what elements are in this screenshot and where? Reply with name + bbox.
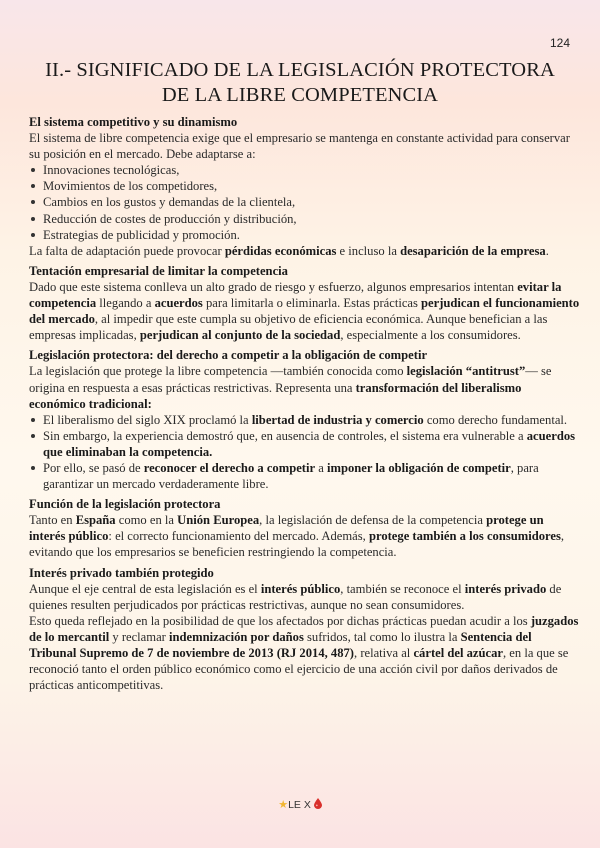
list-item: El liberalismo del siglo XIX proclamó la libertad de industria y comercio como derecho fundamental.: [29, 412, 581, 428]
paragraph: Tanto en España como en la Unión Europea, la legislación de defensa de la competencia protege un interés público: el correcto funcionamiento del mercado. Además, protege también a los consumidores, evitando que los empresarios se beneficien restringiendo la competencia.: [29, 513, 565, 560]
section-competitive-system: [29, 114, 581, 259]
star-icon: ★: [278, 799, 289, 811]
list-item: Movimientos de los competidores,: [29, 178, 581, 194]
list-item: Estrategias de publicidad y promoción.: [29, 227, 581, 243]
list-item: Por ello, se pasó de reconocer el derecho a competir a imponer la obligación de competir, para garantizar un mercado verdaderamente libre.: [29, 460, 581, 492]
section-heading: Interés privado también protegido: [29, 565, 214, 580]
section-business-temptation: [29, 263, 581, 343]
bullet-list: [29, 162, 581, 242]
blood-drop-icon: [314, 798, 322, 812]
paragraph: La legislación que protege la libre competencia —también conocida como legislación “antitrust”— se origina en respuesta a esas prácticas restrictivas. Representa una transformación del liberalismo económico tradicional:: [29, 364, 552, 411]
paragraph: Aunque el eje central de esta legislación es el interés público, también se reconoce el interés privado de quienes resulten perjudicados por prácticas restrictivas, aunque no sean consumidores.: [29, 581, 562, 612]
title-line-1: II.- SIGNIFICADO DE LA LEGISLACIÓN PROTECTORA: [45, 59, 555, 81]
paragraph: La falta de adaptación puede provocar pérdidas económicas e incluso la desaparición de la empresa.: [29, 243, 549, 258]
section-protective-legislation: [29, 347, 581, 492]
page-number: 124: [549, 36, 570, 50]
section-heading: Función de la legislación protectora: [29, 497, 221, 512]
list-item: Innovaciones tecnológicas,: [29, 162, 581, 178]
section-private-interest: [29, 565, 581, 694]
document-body: [29, 114, 581, 697]
paragraph: Dado que este sistema conlleva un alto grado de riesgo y esfuerzo, algunos empresarios intentan evitar la competencia llegando a acuerdos para limitarla o eliminarla. Estas prácticas perjudican el funcionamiento del mercado, al impedir que este cumpla su objetivo de eficiencia económica. Aunque benefician a las empresas implicadas, perjudican al conjunto de la sociedad, especialmente a los consumidores.: [29, 279, 580, 343]
section-heading: Tentación empresarial de limitar la competencia: [29, 263, 288, 278]
list-item: Reducción de costes de producción y distribución,: [29, 211, 581, 227]
bullet-list: [29, 412, 581, 492]
section-heading: Legislación protectora: del derecho a competir a la obligación de competir: [29, 348, 428, 363]
footer-brand: [0, 798, 600, 812]
section-legislation-function: [29, 496, 581, 560]
title-line-2: DE LA LIBRE COMPETENCIA: [161, 84, 439, 106]
section-heading: El sistema competitivo y su dinamismo: [29, 115, 238, 129]
paragraph: El sistema de libre competencia exige que el empresario se mantenga en constante actividad para conservar su posición en el mercado. Debe adaptarse a:: [29, 131, 570, 162]
page-title: [20, 58, 580, 108]
list-item: Sin embargo, la experiencia demostró que, en ausencia de controles, el sistema era vulnerable a acuerdos que eliminaban la competencia.: [29, 428, 581, 460]
brand-label: LE X: [288, 799, 311, 811]
paragraph: Esto queda reflejado en la posibilidad de que los afectados por dichas prácticas puedan acudir a los juzgados de lo mercantil y reclamar indemnización por daños sufridos, tal como lo ilustra la Sentencia del Tribunal Supremo de 7 de noviembre de 2013 (RJ 2014, 487), relativa al cártel del azúcar, en la que se reconoció tanto el orden público económico como el ejercicio de una acción civil por daños derivados de prácticas anticompetitivas.: [29, 613, 579, 693]
list-item: Cambios en los gustos y demandas de la clientela,: [29, 194, 581, 210]
